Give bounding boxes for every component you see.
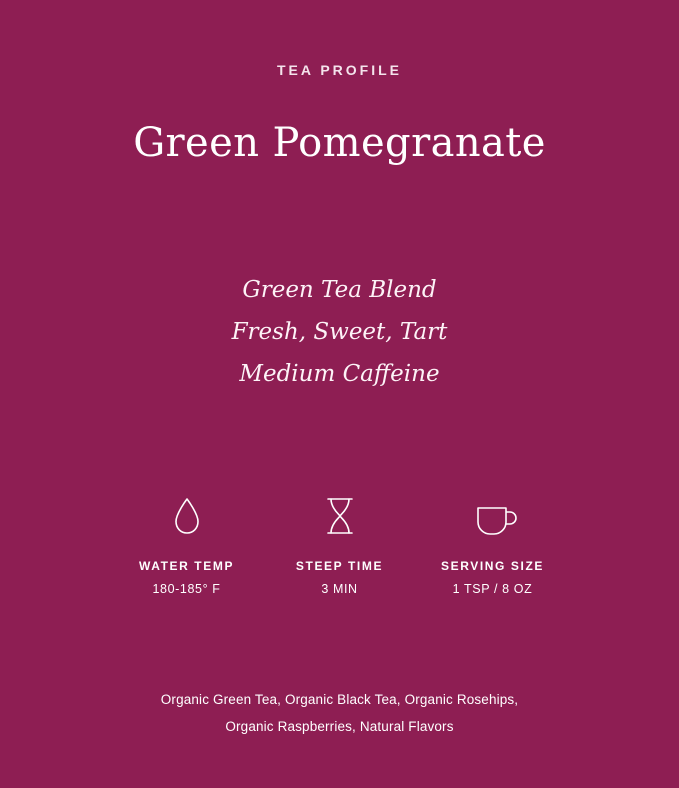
teacup-icon bbox=[466, 492, 520, 538]
spec-value: 180-185° F bbox=[152, 581, 221, 596]
attribute-item: Fresh, Sweet, Tart bbox=[231, 318, 448, 345]
water-drop-icon bbox=[170, 492, 204, 538]
spec-steep-time bbox=[263, 492, 416, 596]
eyebrow-label: TEA PROFILE bbox=[276, 62, 403, 78]
attribute-list bbox=[232, 277, 448, 387]
ingredients-list bbox=[0, 687, 679, 740]
ingredients-line-1: Organic Green Tea, Organic Black Tea, Organic Rosehips, bbox=[160, 692, 519, 708]
attribute-item: Green Tea Blend bbox=[242, 276, 437, 303]
spec-label: STEEP TIME bbox=[295, 558, 384, 573]
brewing-specs bbox=[0, 492, 679, 596]
page-title: Green Pomegranate bbox=[133, 120, 546, 166]
spec-label: SERVING SIZE bbox=[440, 558, 544, 573]
ingredients-line-2: Organic Raspberries, Natural Flavors bbox=[225, 718, 454, 734]
spec-value: 1 TSP / 8 OZ bbox=[452, 581, 533, 596]
spec-serving-size bbox=[416, 492, 569, 596]
spec-value: 3 MIN bbox=[321, 581, 358, 596]
spec-water-temp bbox=[110, 492, 263, 596]
spec-label: WATER TEMP bbox=[138, 558, 235, 573]
attribute-item: Medium Caffeine bbox=[239, 360, 440, 387]
hourglass-icon bbox=[320, 492, 360, 538]
